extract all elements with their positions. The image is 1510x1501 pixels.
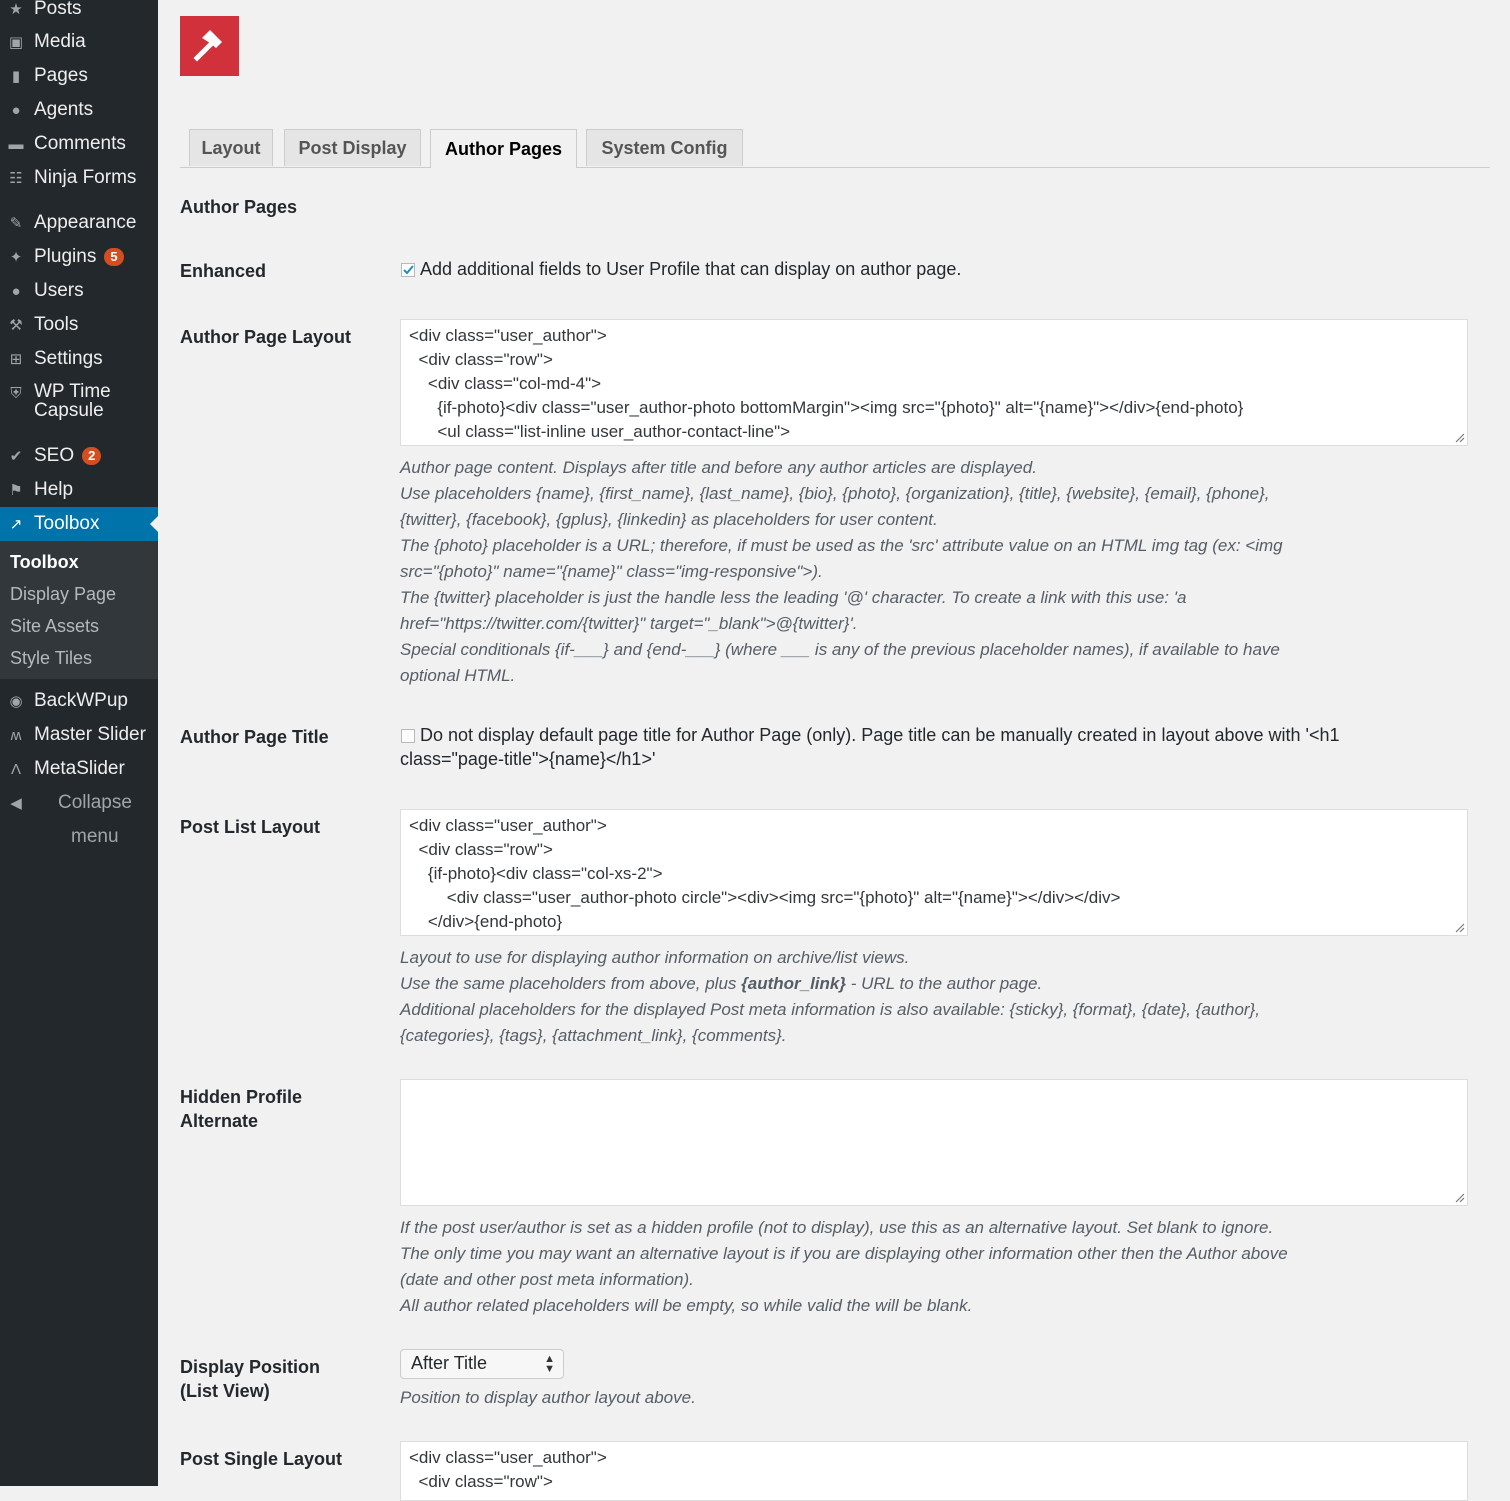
menu-label-line: WP Time (34, 381, 111, 402)
menu-item-appearance[interactable] (0, 206, 158, 240)
enhanced-description: Add additional fields to User Profile that can display on author page. (420, 259, 962, 279)
pushpin-icon: ★ (9, 1, 23, 18)
help-line (400, 971, 1460, 997)
help-line: Special conditionals {if-___} and {end-___} (where ___ is any of the previous placeholder names), if available to have (400, 640, 1280, 659)
admin-sidebar (0, 0, 158, 1486)
resize-handle-icon[interactable] (1453, 431, 1465, 443)
menu-item-agents[interactable] (0, 93, 158, 127)
seo-icon: ✔ (9, 448, 23, 465)
plugin-icon: ✦ (9, 249, 23, 266)
menu-item-media[interactable] (0, 25, 158, 59)
toolbox-submenu (0, 541, 158, 679)
menu-label: Media (34, 31, 86, 52)
menu-item-tools[interactable] (0, 308, 158, 342)
author-page-title-label: Author Page Title (180, 727, 329, 747)
collapse-icon: ◀ (10, 795, 22, 812)
textarea-content: <div class="user_author"> <div class="row"> {if-photo}<div class="col-xs-2"> <div class="user_author-photo circle"><div><img src="{photo}" alt="{name}"></div></div> </div>{end-photo} (409, 816, 1121, 931)
post-single-layout-textarea[interactable] (400, 1441, 1468, 1501)
menu-item-users[interactable] (0, 274, 158, 308)
hidden-profile-label (180, 1085, 302, 1133)
menu-item-master-slider[interactable] (0, 718, 158, 752)
backup-icon: ◉ (9, 693, 23, 710)
menu-label: Users (34, 280, 84, 301)
update-count-badge: 5 (104, 248, 123, 266)
menu-label: Ninja Forms (34, 167, 137, 188)
menu-item-seo[interactable] (0, 439, 158, 473)
menu-item-posts[interactable] (0, 0, 158, 26)
select-value: After Title (411, 1353, 488, 1373)
help-line: The only time you may want an alternative layout is if you are displaying other information other then the Author above (400, 1244, 1288, 1263)
enhanced-checkbox[interactable] (401, 263, 415, 277)
hammer-icon (180, 16, 239, 76)
toolbox-logo (180, 16, 239, 76)
select-arrows-icon: ▲ ▼ (544, 1353, 555, 1375)
author-page-layout-help (400, 455, 1460, 689)
menu-item-wp-time-capsule[interactable] (0, 382, 158, 424)
pages-icon: ▮ (11, 68, 21, 85)
graduation-cap-icon: ⚑ (9, 482, 23, 499)
menu-label: SEO (34, 445, 75, 466)
menu-label: Settings (34, 348, 103, 369)
help-line: The {photo} placeholder is a URL; therefore, if must be used as the 'src' attribute value on an HTML img tag (ex: <img (400, 536, 1283, 555)
resize-handle-icon[interactable] (1453, 921, 1465, 933)
menu-label: Toolbox (34, 513, 100, 534)
help-line: If the post user/author is set as a hidden profile (not to display), use this as an alternative layout. Set blank to ignore. (400, 1218, 1274, 1237)
main-content (158, 0, 1510, 1491)
media-icon: ▣ (8, 34, 24, 51)
menu-label: Plugins (34, 246, 97, 267)
textarea-content: <div class="user_author"> <div class="row"> (409, 1448, 607, 1491)
menu-item-toolbox[interactable] (0, 507, 158, 541)
menu-collapse-button[interactable] (0, 786, 158, 820)
submenu-item-style-tiles[interactable]: Style Tiles (10, 648, 93, 668)
notification-badge: 2 (82, 447, 101, 465)
paintbrush-icon: ✎ (9, 215, 23, 232)
tab-author-pages[interactable]: Author Pages (430, 129, 577, 168)
menu-label: Pages (34, 65, 88, 86)
settings-tabs (180, 129, 1490, 168)
resize-handle-icon[interactable] (1453, 1191, 1465, 1203)
help-line: href="https://twitter.com/{twitter}" target="_blank">@{twitter}'. (400, 614, 858, 633)
help-line: Use placeholders {name}, {first_name}, {last_name}, {bio}, {photo}, {organization}, {title}, {website}, {email}, {phone}, (400, 484, 1270, 503)
users-group-icon: ● (11, 101, 21, 119)
post-list-layout-help (400, 945, 1460, 1049)
menu-label: Posts (34, 0, 82, 19)
help-line: The {twitter} placeholder is just the handle less the leading '@' character. To create a link with this use: 'a (400, 588, 1187, 607)
menu-label: BackWPup (34, 690, 128, 711)
post-list-layout-label: Post List Layout (180, 817, 321, 837)
wrench-icon: ⚒ (9, 317, 23, 334)
help-text: - URL to the author page. (845, 974, 1043, 993)
help-line: {twitter}, {facebook}, {gplus}, {linkedin} as placeholders for user content. (400, 510, 938, 529)
menu-label: menu (71, 826, 119, 847)
menu-label: Master Slider (34, 724, 146, 745)
author-page-layout-label: Author Page Layout (180, 327, 352, 347)
textarea-content: <div class="user_author"> <div class="row"> <div class="col-md-4"> {if-photo}<div class="user_author-photo bottomMargin"><img src="{photo}" alt="{name}"></div>{end-photo} <ul class="list-inline user_author-contact-line"> (409, 326, 1244, 441)
hidden-profile-help (400, 1215, 1480, 1319)
toolbox-icon: ↗ (9, 516, 23, 533)
menu-item-plugins[interactable] (0, 240, 158, 274)
label-line: (List View) (180, 1381, 270, 1401)
hidden-profile-textarea[interactable] (400, 1079, 1468, 1206)
menu-item-help[interactable] (0, 473, 158, 507)
comment-icon: ▬ (8, 135, 24, 153)
section-title: Author Pages (180, 197, 298, 217)
help-line: Additional placeholders for the displayed Post meta information is also available: {sticky}, {format}, {date}, {author}, (400, 1000, 1260, 1019)
checkmark-icon (402, 264, 414, 276)
menu-label: MetaSlider (34, 758, 125, 779)
menu-label-line: Capsule (34, 400, 104, 421)
display-position-help: Position to display author layout above. (400, 1388, 696, 1407)
help-placeholder-bold: {author_link} (741, 974, 846, 993)
enhanced-label: Enhanced (180, 261, 267, 281)
tab-system-config[interactable]: System Config (586, 129, 743, 166)
menu-item-settings[interactable] (0, 342, 158, 376)
author-page-title-description-cont: class="page-title">{name}</h1>' (400, 749, 656, 769)
help-line: src="{photo}" name="{name}" class="img-responsive">). (400, 562, 823, 581)
menu-label: Comments (34, 133, 126, 154)
shield-icon: ⛨ (10, 384, 22, 402)
menu-collapse-label[interactable] (0, 820, 158, 854)
author-page-layout-textarea[interactable] (400, 319, 1468, 446)
label-line: Hidden Profile (180, 1087, 303, 1107)
menu-label: Help (34, 479, 74, 500)
tab-post-display[interactable]: Post Display (284, 129, 421, 166)
author-page-title-description: Do not display default page title for Author Page (only). Page title can be manually created in layout above with '<h1 (420, 725, 1340, 745)
menu-item-metaslider[interactable] (0, 752, 158, 786)
menu-item-pages[interactable] (0, 59, 158, 93)
menu-label (34, 382, 111, 420)
help-line: optional HTML. (400, 666, 516, 685)
label-line: Alternate (180, 1111, 259, 1131)
help-line: All author related placeholders will be empty, so while valid the will be blank. (400, 1296, 973, 1315)
submenu-item-display-page[interactable]: Display Page (10, 584, 117, 604)
submenu-item-toolbox[interactable]: Toolbox (10, 552, 79, 572)
metaslider-icon: Λ (10, 760, 22, 778)
display-position-select[interactable] (400, 1349, 564, 1379)
user-icon: ● (11, 282, 21, 300)
author-page-title-checkbox[interactable] (401, 729, 415, 743)
help-line: Author page content. Displays after title and before any author articles are displayed. (400, 458, 1037, 477)
menu-label: Tools (34, 314, 79, 335)
menu-item-ninja-forms[interactable] (0, 161, 158, 195)
display-position-label (180, 1355, 320, 1403)
help-line: Layout to use for displaying author information on archive/list views. (400, 948, 910, 967)
help-line: (date and other post meta information). (400, 1270, 694, 1289)
tab-layout[interactable]: Layout (189, 129, 273, 166)
submenu-item-site-assets[interactable]: Site Assets (10, 616, 100, 636)
settings-icon: ⊞ (9, 351, 23, 368)
post-list-layout-textarea[interactable] (400, 809, 1468, 936)
label-line: Display Position (180, 1357, 321, 1377)
menu-item-backwpup[interactable] (0, 684, 158, 718)
help-text: Use the same placeholders from above, plus (400, 974, 742, 993)
menu-label: Collapse (58, 792, 132, 813)
help-line: {categories}, {tags}, {attachment_link}, {comments}. (400, 1026, 787, 1045)
slider-icon: ʍ (10, 726, 22, 744)
menu-label: Agents (34, 99, 94, 120)
post-single-layout-label: Post Single Layout (180, 1449, 343, 1469)
menu-label: Appearance (34, 212, 137, 233)
forms-icon: ☷ (9, 170, 23, 187)
menu-item-comments[interactable] (0, 127, 158, 161)
